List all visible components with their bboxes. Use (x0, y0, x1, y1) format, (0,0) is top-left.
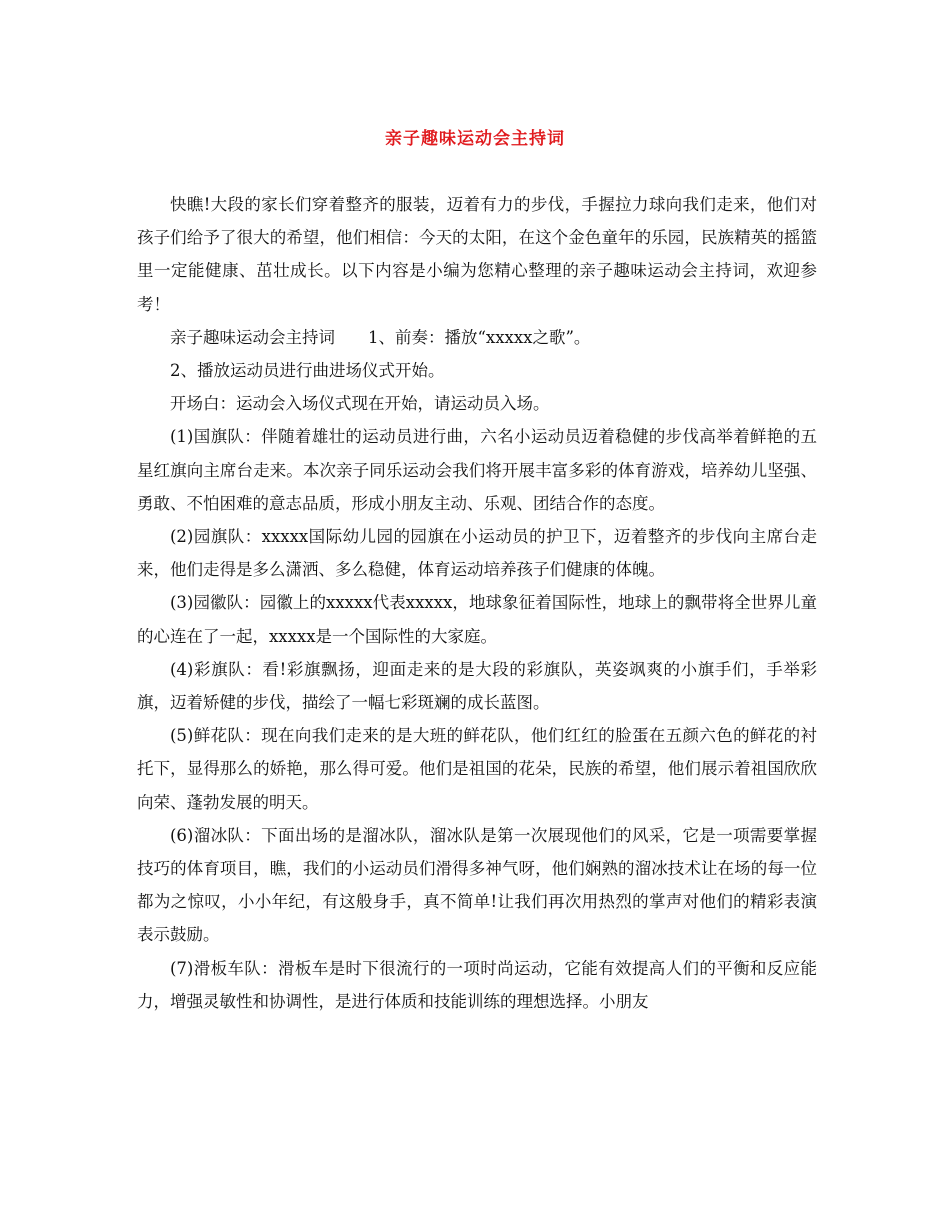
document-body (137, 188, 817, 1018)
paragraph-opening: 开场白：运动会入场仪式现在开始，请运动员入场。 (170, 394, 550, 414)
paragraph-national-flag-team: (1)国旗队：伴随着雄壮的运动员进行曲，六名小运动员迈着稳健的步伐高举着鲜艳的五星红旗向主席台走来。本次亲子同乐运动会我们将开展丰富多彩的体育游戏，培养幼儿坚强、勇敢、不怕困难的意志品质，形成小朋友主动、乐观、团结合作的态度。 (137, 427, 817, 513)
paragraph-march: 2、播放运动员进行曲进场仪式开始。 (170, 361, 445, 381)
paragraph-prelude: 亲子趣味运动会主持词 1、前奏：播放“xxxxx之歌”。 (170, 327, 591, 347)
paragraph-scooter-team: (7)滑板车队：滑板车是时下很流行的一项时尚运动，它能有效提高人们的平衡和反应能力，增强灵敏性和协调性，是进行体质和技能训练的理想选择。小朋友 (137, 958, 817, 1011)
paragraph-intro: 快瞧!大段的家长们穿着整齐的服装，迈着有力的步伐，手握拉力球向我们走来，他们对孩子们给予了很大的希望，他们相信：今天的太阳，在这个金色童年的乐园，民族精英的摇篮里一定能健康、茁壮成长。以下内容是小编为您精心整理的亲子趣味运动会主持词，欢迎参考！ (137, 195, 817, 314)
paragraph-school-flag-team: (2)园旗队：xxxxx国际幼儿园的园旗在小运动员的护卫下，迈着整齐的步伐向主席台走来，他们走得是多么潇洒、多么稳健，体育运动培养孩子们健康的体魄。 (137, 527, 817, 580)
document-title: 亲子趣味运动会主持词 (385, 129, 565, 149)
paragraph-flower-team: (5)鲜花队：现在向我们走来的是大班的鲜花队，他们红红的脸蛋在五颜六色的鲜花的衬托下，显得那么的娇艳，那么得可爱。他们是祖国的花朵，民族的希望，他们展示着祖国欣欣向荣、蓬勃发展的明天。 (137, 726, 817, 812)
paragraph-color-flag-team: (4)彩旗队：看!彩旗飘扬，迎面走来的是大段的彩旗队，英姿飒爽的小旗手们，手举彩旗，迈着矫健的步伐，描绘了一幅七彩斑斓的成长蓝图。 (137, 659, 817, 713)
paragraph-emblem-team: (3)园徽队：园徽上的xxxxx代表xxxxx，地球象征着国际性，地球上的飘带将全世界儿童的心连在了一起，xxxxx是一个国际性的大家庭。 (137, 593, 817, 646)
paragraph-skating-team: (6)溜冰队：下面出场的是溜冰队，溜冰队是第一次展现他们的风采，它是一项需要掌握技巧的体育项目，瞧，我们的小运动员们滑得多神气呀，他们娴熟的溜冰技术让在场的每一位都为之惊叹，小小年纪，有这般身手，真不简单!让我们再次用热烈的掌声对他们的精彩表演表示鼓励。 (137, 825, 817, 945)
